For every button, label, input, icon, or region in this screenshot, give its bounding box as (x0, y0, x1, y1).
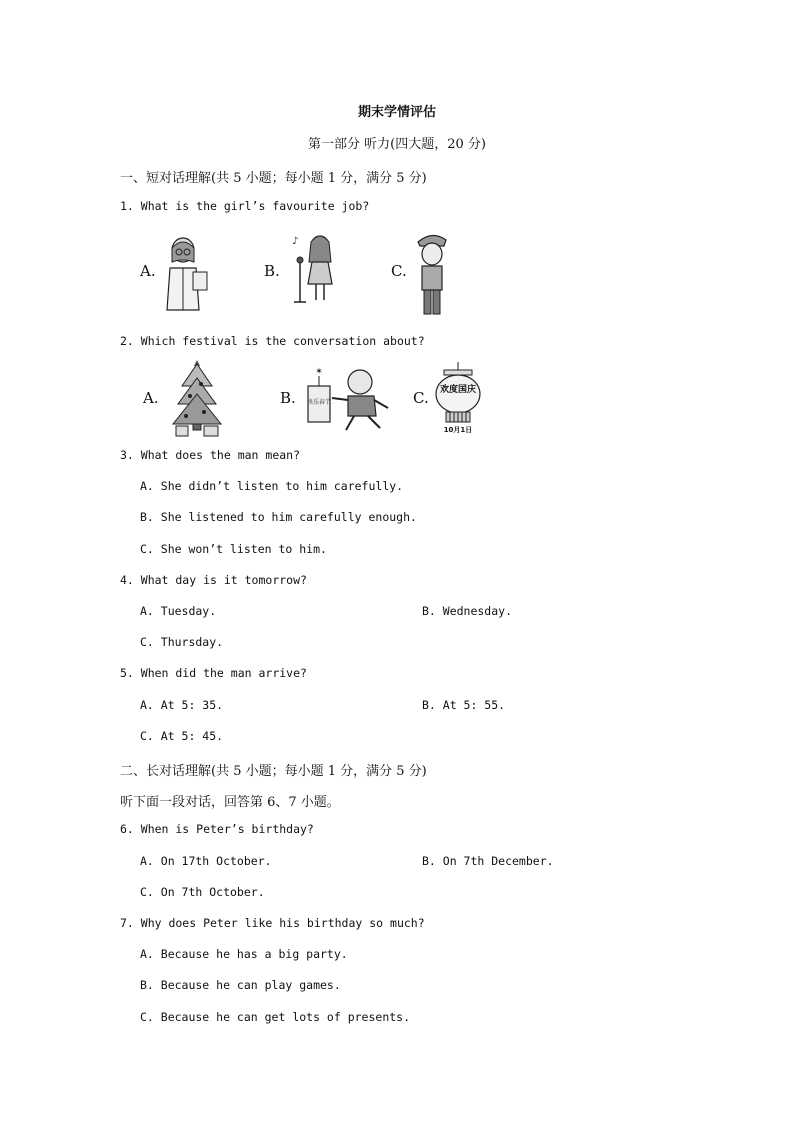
q7-option-c[interactable]: C. Because he can get lots of presents. (140, 1010, 411, 1024)
q3-stem: 3. What does the man mean? (120, 448, 301, 462)
q3-option-a[interactable]: A. She didn’t listen to him carefully. (140, 479, 404, 493)
q1-stem: 1. What is the girl’s favourite job? (120, 199, 370, 213)
doctor-icon (165, 236, 213, 314)
worker-icon (412, 230, 452, 316)
q5-option-c[interactable]: C. At 5: 45. (140, 729, 224, 743)
q5-stem: 5. When did the man arrive? (120, 666, 307, 680)
q1-label-b: B. (264, 262, 280, 280)
q3-option-b[interactable]: B. She listened to him carefully enough. (140, 510, 417, 524)
q5-option-b[interactable]: B. At 5: 55. (422, 698, 506, 712)
christmas-tree-icon (168, 356, 226, 438)
q6-stem: 6. When is Peter’s birthday? (120, 822, 314, 836)
q4-option-b[interactable]: B. Wednesday. (422, 604, 513, 618)
q6-option-a[interactable]: A. On 17th October. (140, 854, 272, 868)
lantern-text: 欢度国庆 (439, 385, 477, 395)
q2-label-c: C. (413, 389, 429, 407)
svg-text:♪: ♪ (292, 236, 299, 247)
q7-option-a[interactable]: A. Because he has a big party. (140, 947, 348, 961)
q1-label-c: C. (391, 262, 407, 280)
singer-icon (290, 232, 340, 304)
q2-label-b: B. (280, 389, 296, 407)
q6-option-c[interactable]: C. On 7th October. (140, 885, 265, 899)
lantern-icon (434, 362, 482, 436)
lantern-date: 10月1日 (443, 426, 473, 434)
page-title: 期末学情评估 (357, 105, 436, 120)
section2-instruction: 听下面一段对话，回答第 6、7 小题。 (120, 795, 340, 810)
q7-stem: 7. Why does Peter like his birthday so much? (120, 916, 425, 930)
q4-stem: 4. What day is it tomorrow? (120, 573, 307, 587)
part-subtitle: 第一部分 听力(四大题，20 分) (308, 137, 486, 152)
svg-text:✶: ✶ (315, 367, 323, 377)
q7-option-b[interactable]: B. Because he can play games. (140, 978, 341, 992)
firecracker-boy-icon (302, 364, 394, 434)
q4-option-c[interactable]: C. Thursday. (140, 635, 224, 649)
section1-heading: 一、短对话理解(共 5 小题；每小题 1 分，满分 5 分) (120, 171, 427, 186)
q6-option-b[interactable]: B. On 7th December. (422, 854, 554, 868)
q5-option-a[interactable]: A. At 5: 35. (140, 698, 224, 712)
q4-option-a[interactable]: A. Tuesday. (140, 604, 217, 618)
box-text: 快乐春节 (306, 399, 332, 406)
section2-heading: 二、长对话理解(共 5 小题；每小题 1 分，满分 5 分) (120, 764, 427, 779)
q1-label-a: A. (140, 262, 156, 280)
q2-label-a: A. (143, 389, 159, 407)
q3-option-c[interactable]: C. She won’t listen to him. (140, 542, 327, 556)
q2-stem: 2. Which festival is the conversation about? (120, 334, 425, 348)
